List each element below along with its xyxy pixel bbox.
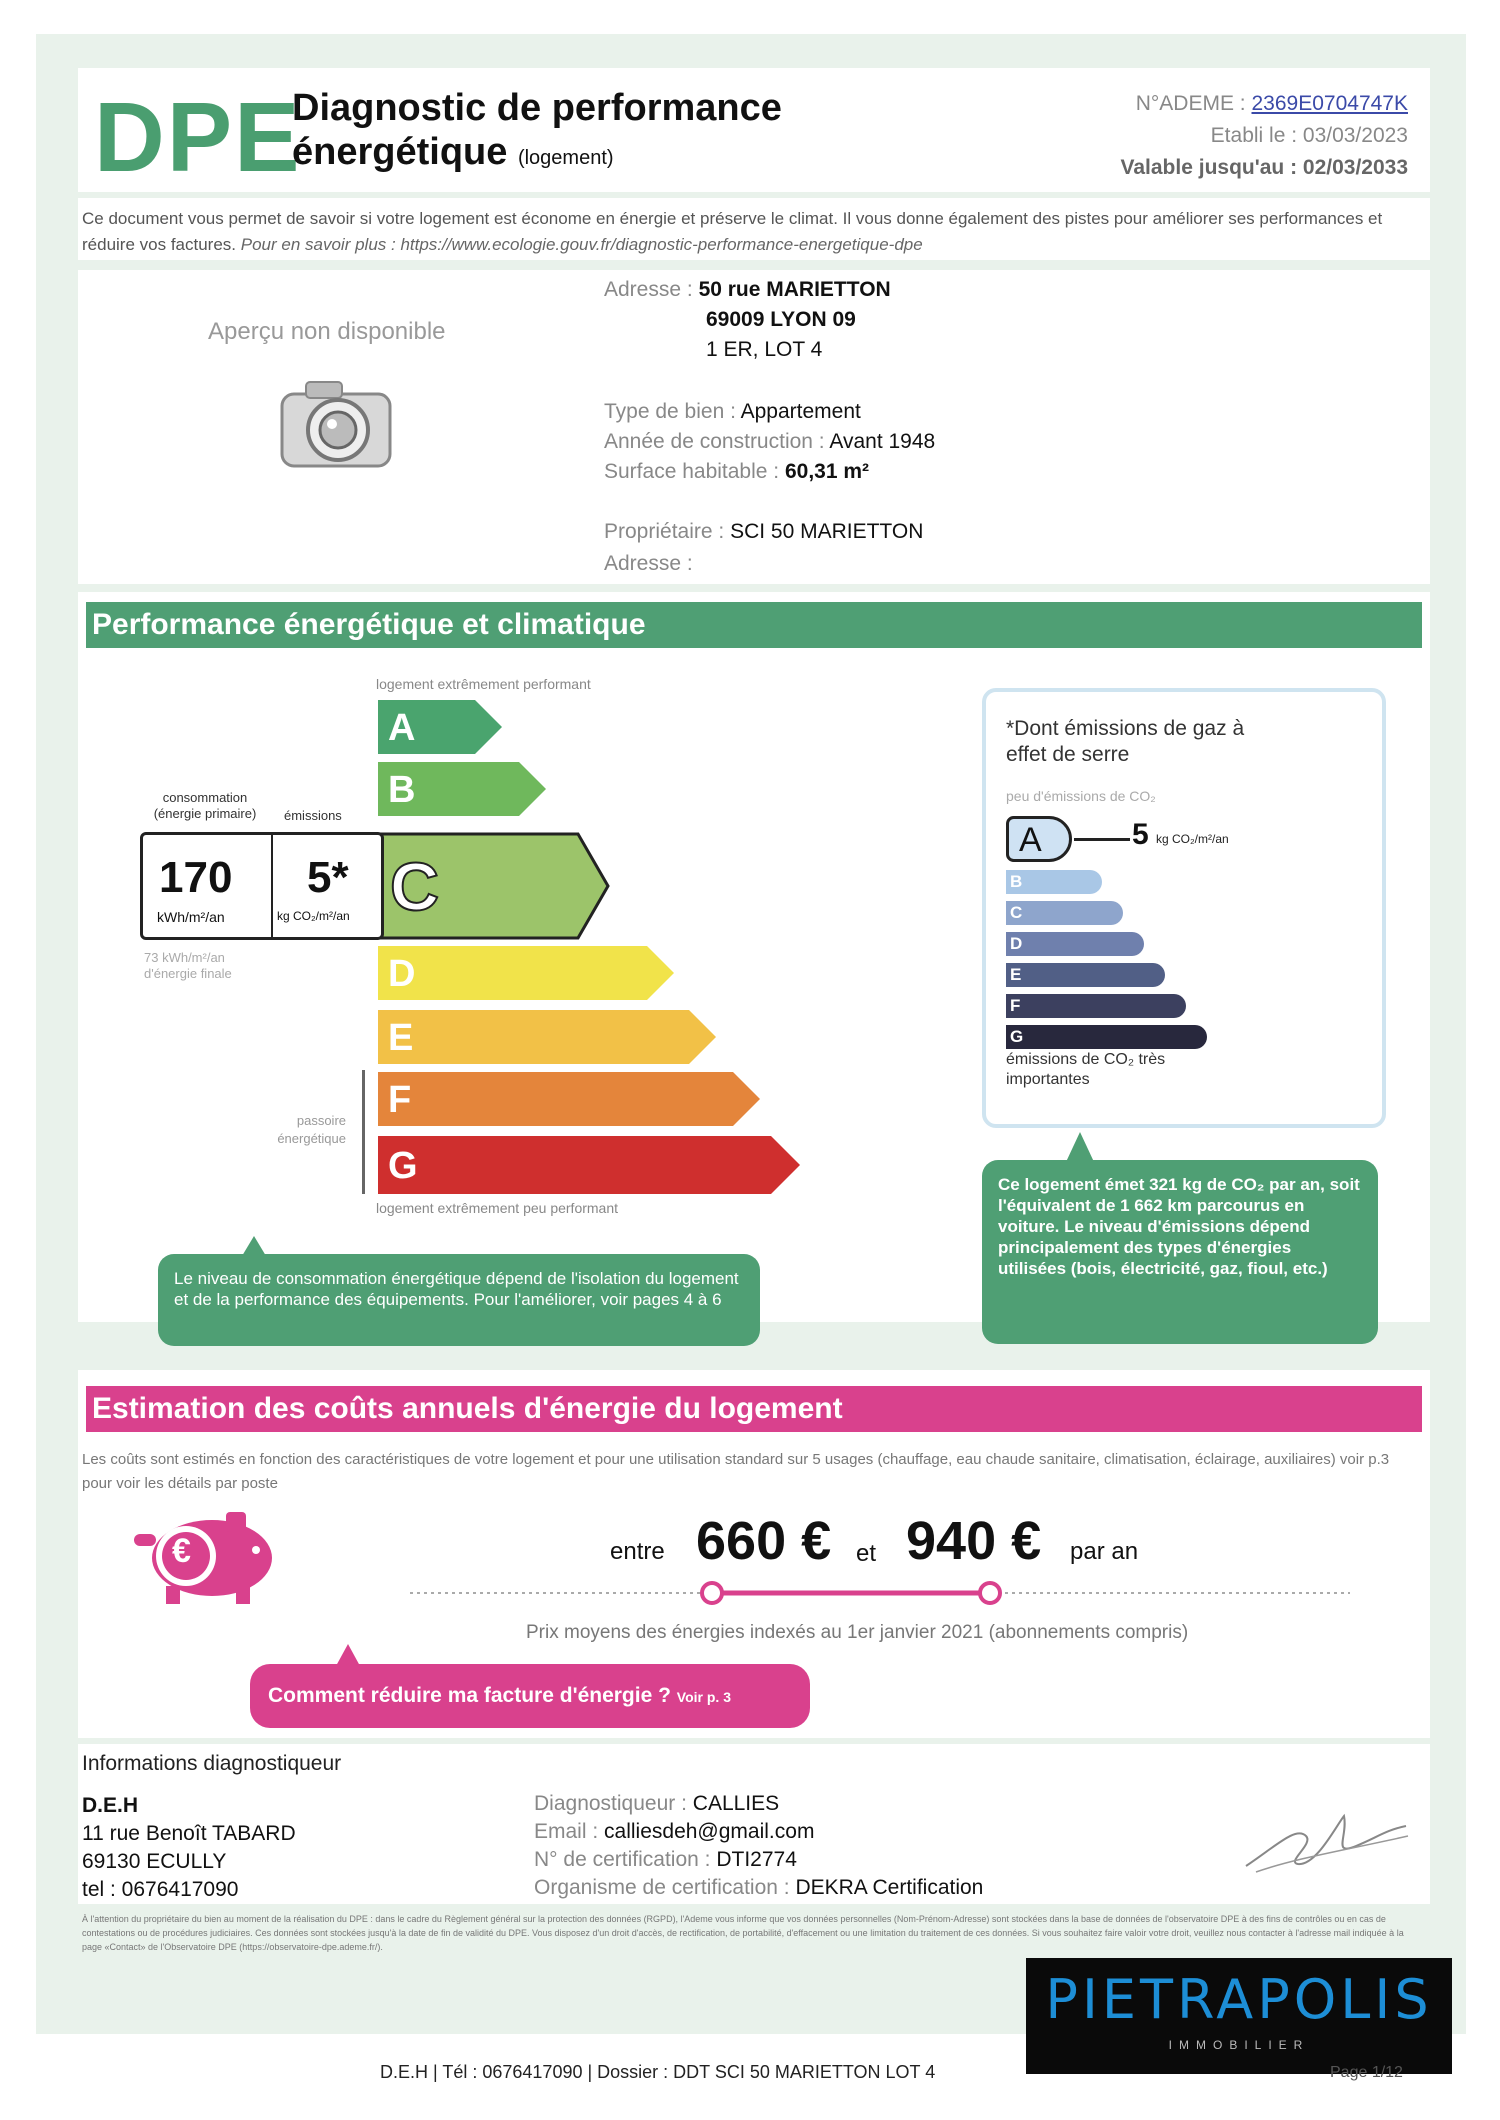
energy-metric-box [140,832,384,940]
title-line1: Diagnostic de performance [292,87,782,129]
costs-description: Les coûts sont estimés en fonction des caractéristiques de votre logement et pour une utilisation standard sur 5 usages (chauffage, eau chaude sanitaire, climatisation, éclairage, auxiliaires) voir p.3 pour voir les détails par poste [82,1451,1390,1492]
ges-connector [1074,838,1130,841]
intro-more-link[interactable]: Pour en savoir plus : https://www.ecologie.gouv.fr/diagnostic-performance-energetique-dpe [240,235,923,254]
cost-entre [610,1538,665,1566]
page-title [292,86,782,180]
ges-class-d: D [1006,932,1144,956]
diag-address1: 11 rue Benoît TABARD [82,1822,296,1845]
prix-note: Prix moyens des énergies indexés au 1er janvier 2021 (abonnements compris) [526,1622,1189,1643]
diag-value: CALLIES [692,1792,780,1815]
adresse-label: Adresse : [604,278,693,301]
adresse-line3: 1 ER, LOT 4 [706,338,823,361]
energy-class-d [376,944,678,1002]
legal-notice: À l'attention du propriétaire du bien au moment de la réalisation du DPE : dans le cadre du Règlement général sur la protection des données (RGPD), l'Ademe vous informe que vos données personnelles (Nom-Prénom-Adresse) sont stockées dans la base de données de l'observatoire DPE à des fins de contrôles ou en cas de contestations ou de procédures judiciaires. Ces données sont stockées jusqu'à la date de fin de validité du DPE. Vous disposez d'un droit d'accès, de rectification, de portabilité, d'effacement ou une limitation du traitement de ces données. Si vous souhaitez faire valoir votre droit, veuillez nous contacter à l'adresse mail indiquée à la page «Contact» de l'Observatoire DPE (https://observatoire-dpe.ademe.fr/). [82,1914,1404,1952]
et-label: et [856,1540,877,1567]
header-meta [1121,88,1408,184]
bottom-caption: logement extrêmement peu performant [376,1200,619,1216]
reduce-bill-ref: Voir p. 3 [676,1689,731,1705]
cost-min-marker [702,1583,722,1603]
adresse-line1: 50 rue MARIETTON [698,278,891,301]
intro-body: Ce document vous permet de savoir si votre logement est économe en énergie et préserve le climat. Il vous donne également des pistes pour améliorer ses performances et réduire vos factures. [82,209,1383,254]
adresse-row [604,278,891,302]
page-number: Page 1/12 [1330,2064,1403,2081]
metric-separator [271,835,273,937]
cost-max-marker [980,1583,1000,1603]
diag-details-block [534,1790,983,1902]
cost-et [856,1540,876,1568]
entre-label: entre [610,1538,665,1565]
emissions-value: 5* [307,853,349,902]
diag-section-title: Informations diagnostiqueur [82,1752,342,1775]
diag-company-block [82,1792,296,1904]
ges-class-e: E [1006,963,1165,987]
costs-section-title: Estimation des coûts annuels d'énergie du logement [86,1386,1422,1432]
cost-par-an [1070,1538,1138,1566]
energy-class-a [376,698,506,756]
ges-title: *Dont émissions de gaz à effet de serre [1006,717,1245,766]
energy-class-letter-a: A [388,707,416,749]
org-value: DEKRA Certification [795,1876,984,1899]
type-row [604,400,861,424]
emissions-unit: kg CO₂/m²/an [277,909,350,923]
final-energy-note: 73 kWh/m²/an d'énergie finale [144,950,232,981]
energy-class-arrow-g [378,1136,800,1194]
email-value[interactable]: calliesdeh@gmail.com [604,1820,815,1843]
top-caption: logement extrêmement performant [376,676,591,692]
adresse-line3-row [706,338,822,362]
ges-class-c: C [1006,901,1123,925]
cost-range-scale [410,1578,1350,1608]
energy-class-letter-d: D [388,953,416,995]
energy-class-b [376,760,550,818]
annee-value: Avant 1948 [829,430,936,453]
surface-label: Surface habitable : [604,460,780,483]
diag-label: Diagnostiqueur : [534,1792,687,1815]
title-suffix: (logement) [517,147,614,169]
cert-label: N° de certification : [534,1848,711,1871]
proprietaire-row [604,520,923,544]
cost-max: 940 € [906,1511,1042,1571]
reduce-bill-callout[interactable] [250,1664,810,1728]
adresse-line2-row [706,308,856,332]
cert-value: DTI2774 [716,1848,797,1871]
performance-section-title: Performance énergétique et climatique [86,602,1422,648]
adresse2-row [604,552,693,576]
energy-class-letter-c: C [390,849,440,925]
etabli-date: Etabli le : 03/03/2023 [1210,124,1408,147]
brand-logo [1026,1958,1452,2074]
energy-class-arrow-d [378,946,674,1000]
reduce-bill-text: Comment réduire ma facture d'énergie ? [268,1684,671,1707]
energy-class-c [376,832,612,940]
energy-class-letter-b: B [388,769,416,811]
intro-text [82,206,1422,258]
energy-class-e [376,1008,720,1066]
diag-tel: tel : 0676417090 [82,1878,239,1901]
conso-unit: kWh/m²/an [157,909,225,925]
pink-callout-arrow [336,1644,360,1666]
footer-text: D.E.H | Tél : 0676417090 | Dossier : DDT SCI 50 MARIETTON LOT 4 [380,2062,936,2082]
camera-icon [276,368,396,478]
ges-current-badge [1006,816,1072,862]
ges-class-b: B [1006,870,1102,894]
ges-current-class: A [1019,821,1042,859]
ges-callout: Ce logement émet 321 kg de CO₂ par an, soit l'équivalent de 1 662 km parcourus en voiture. Le niveau d'émissions dépend principalement des types d'énergies utilisées (bois, électricité, gaz, fioul, etc.) [982,1160,1378,1344]
ges-value: 5 [1132,818,1149,851]
ges-top-caption: peu d'émissions de CO₂ [1006,788,1156,804]
diag-address2: 69130 ECULLY [82,1850,227,1873]
energy-callout-arrow [242,1236,266,1256]
brand-subtitle: IMMOBILIER [1168,2038,1310,2052]
piggy-bank-icon [128,1506,280,1606]
energy-class-g [376,1134,804,1196]
dpe-logo: DPE [94,82,302,192]
preview-unavailable: Aperçu non disponible [208,318,446,345]
signature [1236,1796,1416,1886]
surface-value: 60,31 m² [784,460,870,483]
energy-class-letter-f: F [388,1079,412,1121]
energy-class-f [376,1070,764,1128]
type-value: Appartement [740,400,861,423]
ges-callout-arrow [1066,1132,1094,1162]
ges-bottom-caption: émissions de CO₂ très importantes [1006,1051,1166,1088]
ademe-label: N°ADEME : [1135,92,1246,115]
energy-class-letter-g: G [388,1145,418,1187]
energy-class-letter-e: E [388,1017,414,1059]
passoire-caption: passoire énergétique [277,1113,346,1146]
org-label: Organisme de certification : [534,1876,790,1899]
emissions-caption: émissions [284,808,342,823]
conso-value: 170 [159,853,233,902]
valable-date: Valable jusqu'au : 02/03/2033 [1120,156,1408,179]
title-line2: énergétique [292,131,508,173]
ges-unit: kg CO₂/m²/an [1156,832,1229,846]
conso-caption: consommation (énergie primaire) [153,790,257,821]
annee-label: Année de construction : [604,430,825,453]
proprietaire-label: Propriétaire : [604,520,725,543]
energy-class-arrow-f [378,1072,760,1126]
passoire-bracket [362,1070,365,1194]
proprietaire-value: SCI 50 MARIETTON [730,520,924,543]
ademe-number-link[interactable]: 2369E0704747K [1251,92,1408,115]
par-an-label: par an [1070,1538,1139,1565]
energy-class-arrow-e [378,1010,716,1064]
annee-row [604,430,935,454]
ges-class-g: G [1006,1025,1207,1049]
cost-min: 660 € [696,1511,832,1571]
brand-name: PIETRAPOLIS [1045,1968,1433,2031]
piggy-euro-symbol: € [172,1532,191,1570]
adresse2-label: Adresse : [604,552,693,575]
type-label: Type de bien : [604,400,736,423]
surface-row [604,460,869,484]
diag-company: D.E.H [82,1794,139,1817]
ges-class-f: F [1006,994,1186,1018]
email-label: Email : [534,1820,599,1843]
energy-callout: Le niveau de consommation énergétique dépend de l'isolation du logement et de la performance des équipements. Pour l'améliorer, voir pages 4 à 6 [158,1254,760,1346]
adresse-line2: 69009 LYON 09 [706,308,856,331]
